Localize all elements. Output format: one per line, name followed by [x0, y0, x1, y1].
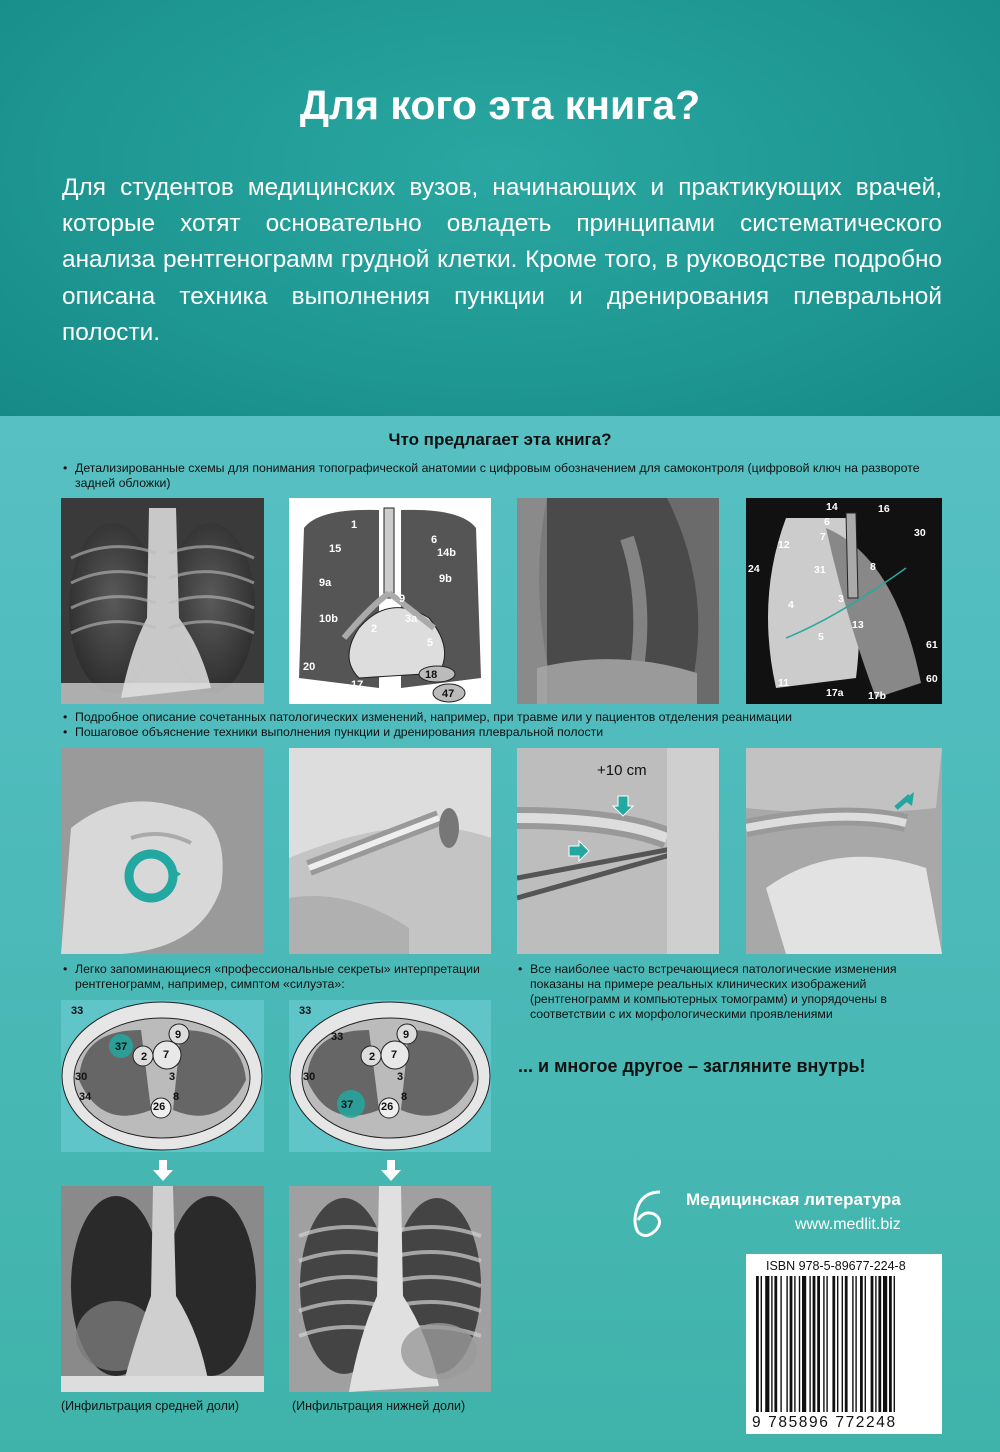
xray-middle-lobe-infiltration: [61, 1186, 264, 1392]
svg-text:8: 8: [401, 1091, 408, 1103]
svg-text:2: 2: [369, 1051, 376, 1063]
ct-diagram-middle-lobe: [61, 1000, 264, 1152]
svg-text:33: 33: [331, 1031, 344, 1043]
barcode-bar: [826, 1276, 827, 1412]
depth-label: +10 cm: [597, 762, 647, 779]
photo-finger-dissection: [61, 748, 264, 954]
svg-text:37: 37: [115, 1041, 128, 1053]
isbn-number: ISBN 978-5-89677-224-8: [766, 1259, 906, 1273]
svg-text:9: 9: [403, 1029, 410, 1041]
barcode-bar: [883, 1276, 887, 1412]
frontal-anatomy-diagram: [289, 498, 491, 704]
svg-text:20: 20: [303, 661, 316, 673]
svg-text:17b: 17b: [868, 690, 887, 702]
svg-text:2: 2: [141, 1051, 148, 1063]
barcode-bar: [842, 1276, 843, 1412]
barcode-bar: [889, 1276, 892, 1412]
svg-text:3: 3: [397, 1071, 404, 1083]
more-inside-tagline: ... и многое другое – загляните внутрь!: [518, 1056, 866, 1076]
page-title: Для кого эта книга?: [299, 82, 701, 128]
svg-text:7: 7: [820, 531, 826, 543]
ean-number: 9 785896 772248: [752, 1414, 897, 1431]
svg-text:8: 8: [173, 1091, 180, 1103]
svg-text:17: 17: [351, 679, 364, 691]
svg-text:4: 4: [788, 599, 794, 611]
svg-text:13: 13: [852, 619, 864, 631]
barcode-bar: [771, 1276, 772, 1412]
photo-drain-insertion: [289, 748, 491, 954]
ct-diagram-lower-lobe: [289, 1000, 491, 1152]
svg-text:61: 61: [926, 639, 938, 651]
intro-paragraph: Для студентов медицинских вузов, начинающих и практикующих врачей, которые хотят основательно овладеть принципами систематического анализа рентгенограмм грудной клетки. Кроме того, в руководстве подробно описана техника выполнения пункции и дренирования плевральной полости.: [62, 174, 942, 346]
svg-text:3a: 3a: [405, 613, 418, 625]
publisher-logo-icon: [624, 1188, 676, 1240]
barcode-bars: [756, 1276, 932, 1412]
svg-text:9: 9: [175, 1029, 182, 1041]
svg-text:16: 16: [878, 503, 890, 515]
bullet-anatomy-schemes: • Детализированные схемы для понимания топографической анатомии с цифровым обозначением для самоконтроля (цифровой ключ на развороте задней обложки): [75, 461, 945, 491]
barcode-bar: [855, 1276, 856, 1412]
down-arrow-icon: [152, 1160, 174, 1182]
lateral-xray-image: [517, 498, 719, 704]
barcode-bar: [774, 1276, 777, 1412]
svg-text:30: 30: [75, 1071, 88, 1083]
barcode-bar: [823, 1276, 824, 1412]
svg-text:14b: 14b: [437, 547, 456, 559]
svg-text:18: 18: [425, 669, 438, 681]
svg-text:9a: 9a: [319, 577, 332, 589]
svg-text:24: 24: [748, 563, 760, 575]
bullet-clinical-images: • Все наиболее часто встречающиеся патологические изменения показаны на примере реальных клинических изображений (рентгенограмм и компьютерных томограмм) и упорядочены в соответствии с их морфологическими проявлениями: [530, 962, 940, 1022]
svg-text:60: 60: [926, 673, 938, 685]
svg-text:17a: 17a: [826, 687, 844, 699]
svg-text:5: 5: [427, 637, 434, 649]
svg-text:11: 11: [778, 677, 790, 689]
offers-title: Что предлагает эта книга?: [388, 430, 612, 449]
svg-text:9: 9: [399, 593, 406, 605]
barcode-bar: [832, 1276, 835, 1412]
publisher-name: Медицинская литература: [686, 1190, 901, 1209]
photo-drain-fixation: [746, 748, 942, 954]
svg-text:26: 26: [381, 1101, 394, 1113]
caption-middle-lobe: (Инфильтрация средней доли): [61, 1399, 240, 1413]
svg-text:33: 33: [71, 1005, 84, 1017]
barcode-bar: [813, 1276, 816, 1412]
header-panel: [0, 0, 1000, 416]
svg-text:6: 6: [824, 516, 830, 528]
photo-drain-depth: [517, 748, 719, 954]
svg-text:34: 34: [79, 1091, 92, 1103]
barcode-bar: [894, 1276, 895, 1412]
svg-text:2: 2: [371, 623, 378, 635]
barcode-bar: [860, 1276, 863, 1412]
caption-lower-lobe: (Инфильтрация нижней доли): [292, 1399, 466, 1413]
isbn-barcode: [746, 1254, 942, 1434]
barcode-bar: [875, 1276, 876, 1412]
svg-text:12: 12: [778, 539, 790, 551]
svg-text:5: 5: [818, 631, 824, 643]
barcode-bar: [809, 1276, 810, 1412]
barcode-bar: [780, 1276, 781, 1412]
svg-text:33: 33: [299, 1005, 312, 1017]
barcode-bar: [878, 1276, 881, 1412]
barcode-bar: [871, 1276, 874, 1412]
bullet-professional-secrets: • Легко запоминающиеся «профессиональные секреты» интерпретации рентгенограмм, например, симптом «силуэта»:: [75, 962, 495, 992]
barcode-bar: [802, 1276, 806, 1412]
svg-text:37: 37: [341, 1099, 354, 1111]
svg-text:8: 8: [870, 561, 876, 573]
bullet-puncture-technique: • Пошаговое объяснение техники выполнения пункции и дренирования плевральной полости: [75, 725, 945, 740]
xray-lower-lobe-infiltration: [289, 1186, 491, 1392]
svg-text:30: 30: [303, 1071, 316, 1083]
bullet-combined-changes: • Подробное описание сочетанных патологических изменений, например, при травме или у пациентов отделения реанимации: [75, 710, 945, 725]
barcode-bar: [817, 1276, 820, 1412]
barcode-bar: [799, 1276, 800, 1412]
svg-text:10b: 10b: [319, 613, 338, 625]
barcode-bar: [756, 1276, 759, 1412]
svg-text:30: 30: [914, 527, 926, 539]
svg-text:14: 14: [826, 501, 838, 513]
svg-text:7: 7: [391, 1049, 398, 1061]
svg-text:1: 1: [351, 519, 358, 531]
svg-text:15: 15: [329, 543, 342, 555]
barcode-bar: [865, 1276, 866, 1412]
down-arrow-icon: [380, 1160, 402, 1182]
lateral-anatomy-diagram: [746, 498, 942, 704]
barcode-bar: [765, 1276, 769, 1412]
svg-text:7: 7: [163, 1049, 170, 1061]
barcode-bar: [790, 1276, 793, 1412]
svg-text:6: 6: [431, 534, 438, 546]
barcode-bar: [837, 1276, 838, 1412]
barcode-bar: [761, 1276, 762, 1412]
svg-text:31: 31: [814, 564, 826, 576]
barcode-bar: [852, 1276, 853, 1412]
svg-text:3: 3: [169, 1071, 176, 1083]
svg-text:3: 3: [838, 593, 844, 605]
barcode-bar: [786, 1276, 787, 1412]
svg-text:26: 26: [153, 1101, 166, 1113]
publisher-url: www.medlit.biz: [794, 1216, 901, 1233]
barcode-bar: [845, 1276, 848, 1412]
frontal-xray-image: [61, 498, 264, 704]
svg-text:9b: 9b: [439, 573, 452, 585]
publisher-block: [686, 1190, 901, 1234]
svg-text:47: 47: [442, 688, 455, 700]
barcode-bar: [794, 1276, 795, 1412]
